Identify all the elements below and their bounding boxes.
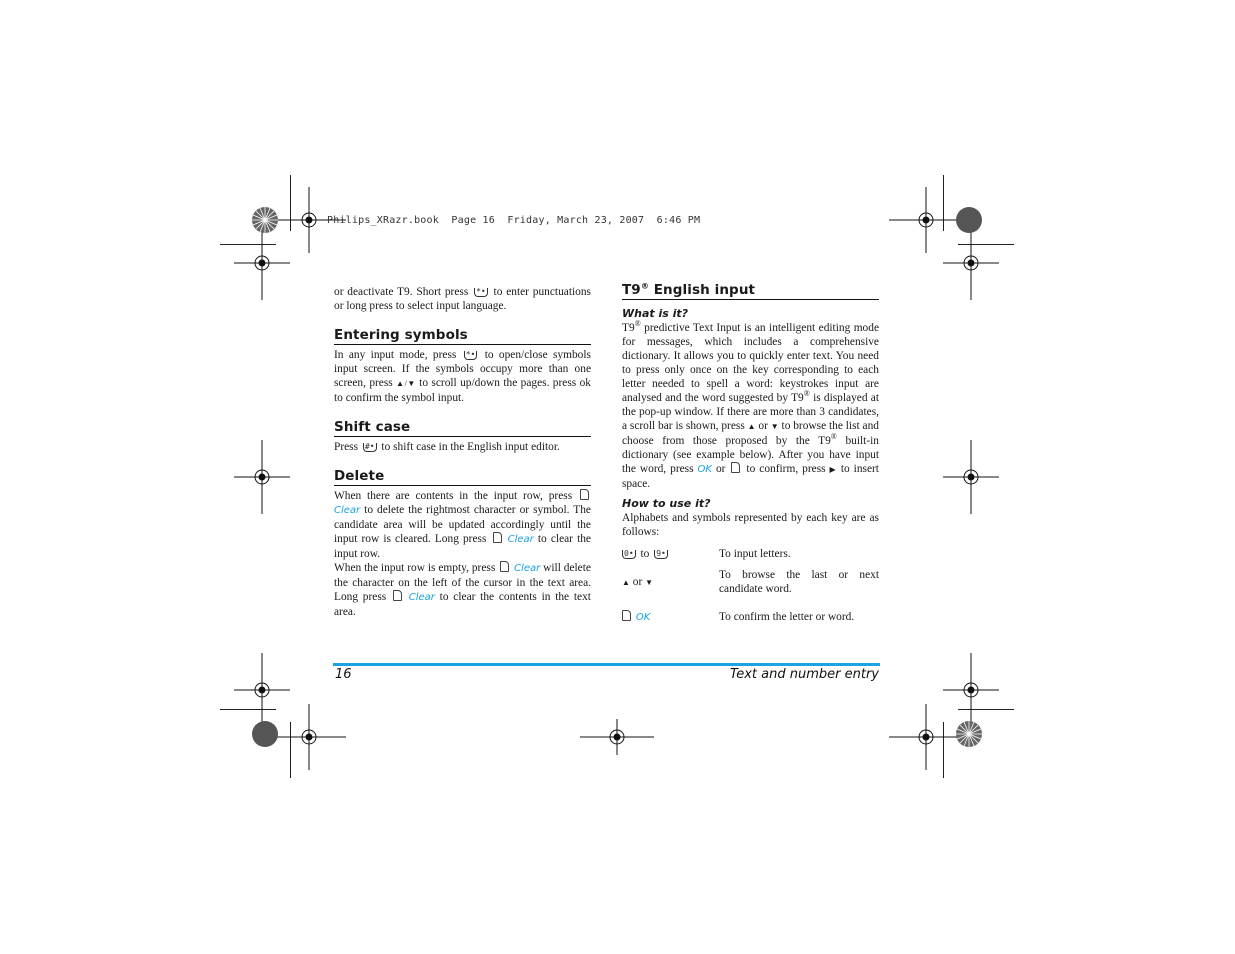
- starburst-icon: [956, 207, 982, 233]
- table-row: [622, 610, 879, 625]
- clear-label: Clear: [507, 534, 534, 545]
- target-icon: [943, 226, 999, 300]
- book-header: Philips_XRazr.book Page 16 Friday, March 23, 2007 6:46 PM: [327, 215, 701, 226]
- up-down-arrow-icon: ▲/▼: [396, 379, 416, 388]
- target-icon: [234, 226, 290, 300]
- up-arrow-icon: ▲: [622, 578, 630, 587]
- target-icon: [234, 440, 290, 514]
- row-desc: To input letters.: [719, 548, 791, 560]
- right-arrow-icon: ▶: [829, 465, 837, 474]
- right-softkey-icon: [580, 489, 589, 500]
- starburst-icon: [252, 207, 278, 233]
- right-column: [622, 283, 879, 625]
- down-arrow-icon: ▼: [770, 422, 779, 431]
- left-column: [334, 285, 591, 619]
- page-number: 16: [335, 667, 352, 682]
- ok-label: OK: [635, 612, 651, 623]
- ok-label: OK: [697, 464, 712, 475]
- shift-case-text: Press #• to shift case in the English input editor.: [334, 441, 560, 453]
- left-softkey-icon: [731, 462, 740, 473]
- target-icon: [580, 719, 654, 755]
- clear-label: Clear: [408, 592, 435, 603]
- right-softkey-icon: [500, 561, 509, 572]
- intro-paragraph: or deactivate T9. Short press *• to enter punctuations or long press to select input language.: [334, 286, 591, 312]
- left-softkey-icon: [622, 610, 631, 621]
- hash-key-icon: #•: [364, 442, 375, 451]
- what-is-it-title: What is it?: [622, 307, 689, 320]
- star-key-icon: *•: [465, 350, 476, 359]
- target-icon: [943, 440, 999, 514]
- table-row: 0• to 9• To input letters.: [622, 547, 879, 568]
- star-key-icon: *•: [476, 287, 486, 296]
- target-icon: [889, 704, 963, 770]
- nine-key-icon: 9•: [656, 549, 666, 558]
- chapter-title: Text and number entry: [729, 667, 879, 682]
- section-title-delete: Delete: [334, 469, 591, 486]
- down-arrow-icon: ▼: [645, 578, 654, 587]
- table-row: ▲ or ▼ To browse the last or next candidate word.: [622, 568, 879, 610]
- clear-label: Clear: [514, 563, 541, 574]
- delete-text-1: When there are contents in the input row, press Clear to delete the rightmost character or symbol. The candidate area will be updated accordingly until the input row is cleared. Long press Clear to clear the input row.: [334, 490, 591, 560]
- entering-symbols-text: In any input mode, press *• to open/close symbols input screen. If the symbols occupy more than one screen, press ▲/▼ to scroll up/down the pages. press ok to confirm the symbol input.: [334, 349, 591, 404]
- right-softkey-icon: [493, 532, 502, 543]
- row-desc: To browse the last or next candidate word.: [719, 569, 879, 595]
- up-arrow-icon: ▲: [747, 422, 756, 431]
- target-icon: [889, 187, 963, 253]
- key-table: [622, 547, 879, 625]
- clear-label: Clear: [334, 505, 361, 516]
- starburst-icon: [252, 721, 278, 747]
- target-icon: [234, 653, 290, 727]
- delete-text-2: When the input row is empty, press Clear will delete the character on the left of the cursor in the text area. Long press Clear to clear the contents in the text area.: [334, 562, 591, 618]
- what-is-it-text: T9® predictive Text Input is an intelligent editing mode for messages, which includes a comprehensive dictionary. It allows you to quickly enter text. You need to press only once on the key corresponding to each letter needed to spell a word: keystrokes input are analysed and the word suggested by T9® is displayed at the pop-up window. If there are more than 3 candidates, a scroll bar is shown, press ▲ or ▼ to browse the list and choose from those proposed by the T9® built-in dictionary (see example below). After you have input the word, press OK or to confirm, press ▶ to insert space.: [622, 319, 879, 490]
- section-title-entering-symbols: Entering symbols: [334, 328, 591, 345]
- footer-rule: [333, 663, 880, 666]
- zero-key-icon: 0•: [624, 549, 634, 558]
- how-to-use-title: How to use it?: [622, 497, 711, 510]
- section-title-t9: T9® English input: [622, 283, 879, 300]
- starburst-icon: [956, 721, 982, 747]
- how-to-use-text: Alphabets and symbols represented by each key are as follows:: [622, 512, 879, 538]
- right-softkey-icon: [393, 590, 402, 601]
- target-icon: [272, 704, 346, 770]
- section-title-shift-case: Shift case: [334, 420, 591, 437]
- row-desc: To confirm the letter or word.: [719, 611, 855, 623]
- target-icon: [943, 653, 999, 727]
